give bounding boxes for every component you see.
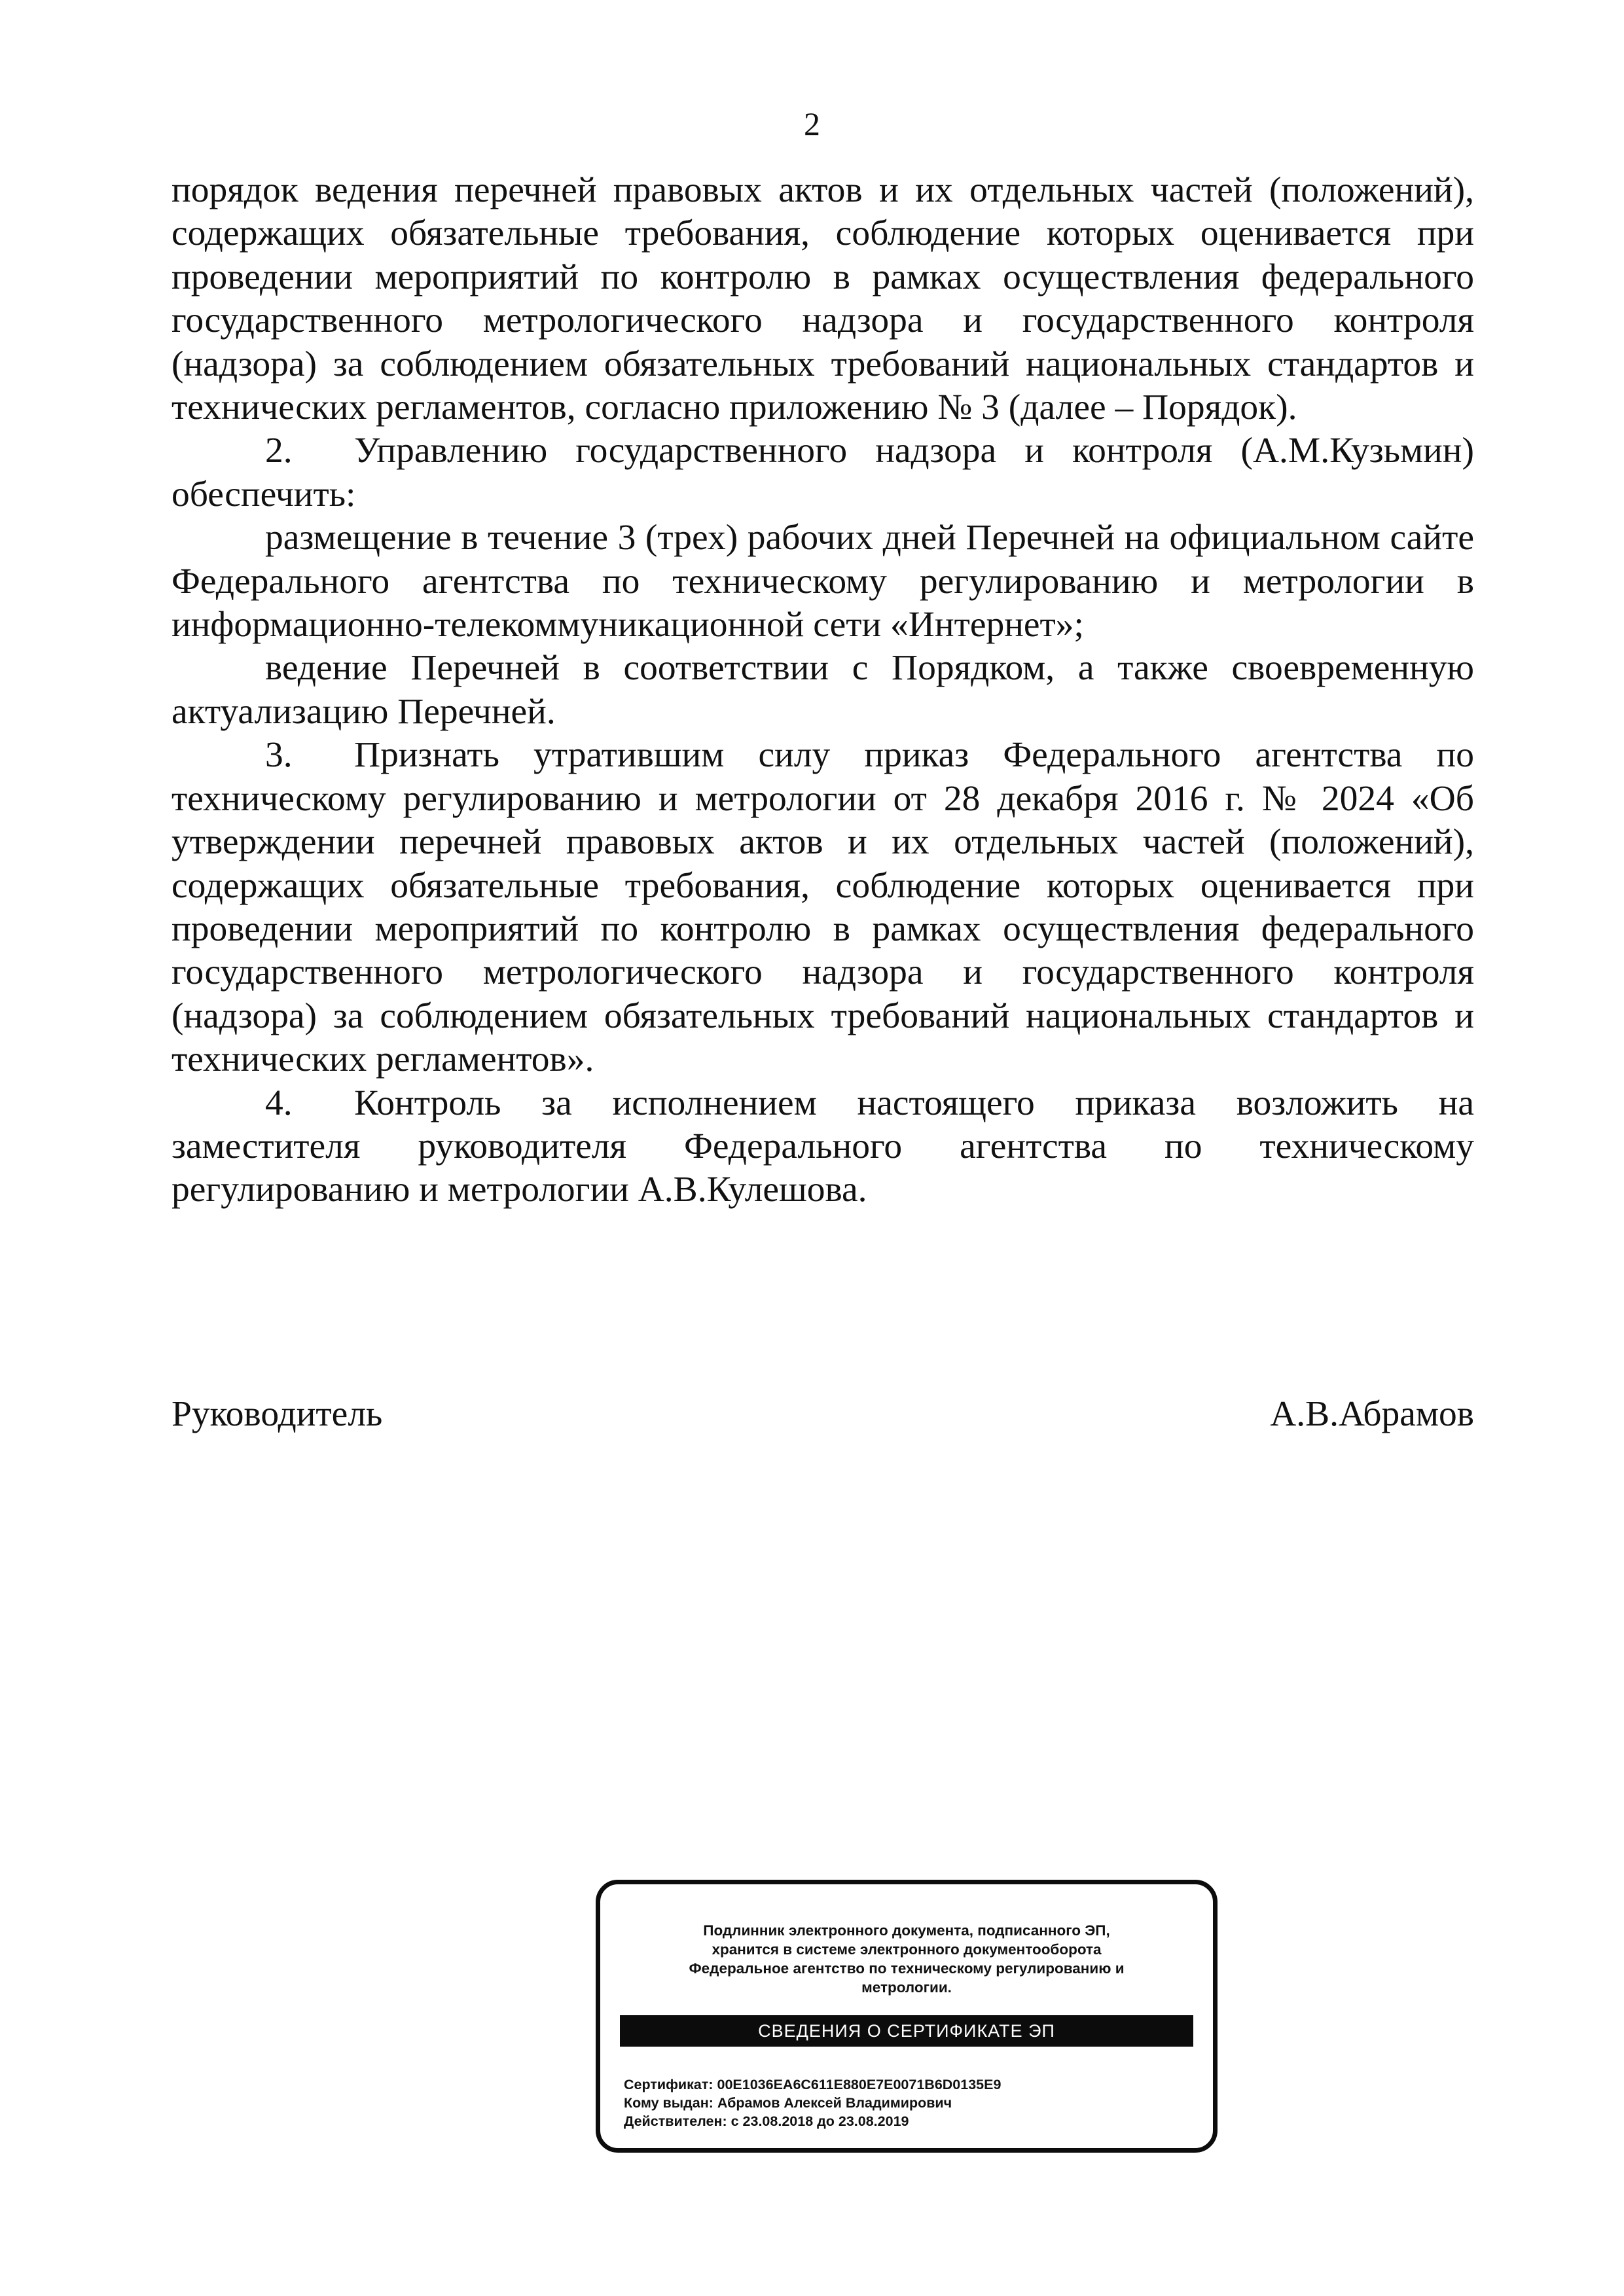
certificate-owner: Кому выдан: Абрамов Алексей Владимирович (624, 2095, 952, 2111)
paragraph-maintenance: ведение Перечней в соответствии с Порядком, а также своевременную актуализацию Перечней. (171, 648, 1474, 732)
item-2-paragraph (171, 429, 1474, 516)
stamp-header (613, 1921, 1200, 1997)
signature-block (171, 1393, 1474, 1436)
certificate-details (624, 2075, 1200, 2130)
stamp-header-line: хранится в системе электронного документооборота (712, 1941, 1102, 1958)
page-number: 2 (804, 105, 820, 142)
item-number: 3. (265, 735, 293, 776)
signer-position: Руководитель (171, 1394, 383, 1434)
signer-name: А.В.Абрамов (1270, 1394, 1474, 1434)
certificate-validity: Действителен: с 23.08.2018 до 23.08.2019 (624, 2113, 909, 2129)
paragraph-publication: размещение в течение 3 (трех) рабочих дней Перечней на официальном сайте Федерального агентства по техническому регулированию и метрологии в информационно-телекоммуникационной сети «Интернет»; (171, 518, 1474, 645)
electronic-signature-stamp (596, 1880, 1218, 2153)
document-body (171, 169, 1474, 1212)
certificate-info-bar: СВЕДЕНИЯ О СЕРТИФИКАТЕ ЭП (620, 2015, 1193, 2047)
stamp-header-line: Федеральное агентство по техническому регулированию и (689, 1960, 1125, 1977)
item-3-text: Признать утратившим силу приказ Федерального агентства по техническому регулированию и метрологии от 28 декабря 2016 г. № 2024 «Об утверждении перечней правовых актов и их отдельных частей (положений), содержащих обязательные требования, соблюдение которых оценивается при проведении мероприятий по контролю в рамках осуществления федерального государственного метрологического надзора и государственного контроля (надзора) за соблюдением обязательных требований национальных стандартов и технических регламентов». (171, 735, 1474, 1080)
item-number: 4. (265, 1083, 293, 1123)
item-4-text: Контроль за исполнением настоящего приказа возложить на заместителя руководителя Федерального агентства по техническому регулированию и метрологии А.В.Кулешова. (171, 1083, 1474, 1210)
item-number: 2. (265, 431, 293, 471)
certificate-number: Сертификат: 00E1036EA6C611E880E7E0071B6D0135E9 (624, 2077, 1001, 2092)
stamp-header-line: метрологии. (861, 1979, 952, 1996)
item-4-paragraph (171, 1082, 1474, 1212)
item-2-text: Управлению государственного надзора и контроля (А.М.Кузьмин) обеспечить: (171, 431, 1474, 514)
stamp-header-line: Подлинник электронного документа, подписанного ЭП, (703, 1922, 1110, 1939)
paragraph-procedure: порядок ведения перечней правовых актов и их отдельных частей (положений), содержащих обязательные требования, соблюдение которых оценивается при проведении мероприятий по контролю в рамках осуществления федерального государственного метрологического надзора и государственного контроля (надзора) за соблюдением обязательных требований национальных стандартов и технических регламентов, согласно приложению № 3 (далее – Порядок). (171, 170, 1474, 428)
item-3-paragraph (171, 734, 1474, 1081)
